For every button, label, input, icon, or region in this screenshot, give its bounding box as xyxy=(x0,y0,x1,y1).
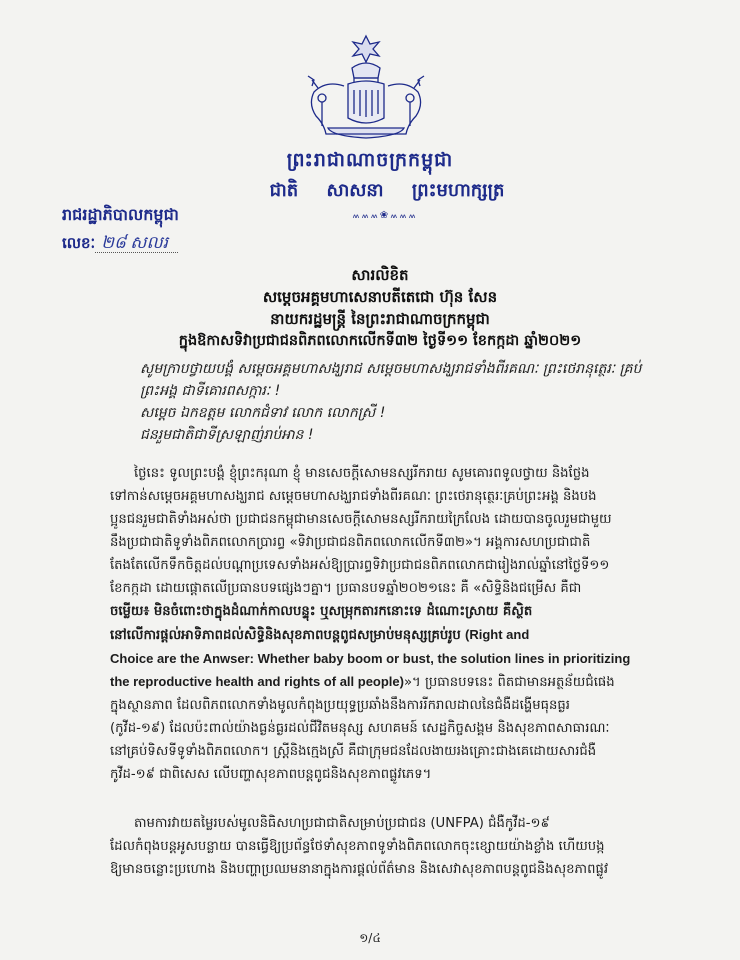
reference-number xyxy=(62,232,178,257)
body-line: ចម្លើយ៖ មិនចំពោះថាក្នុងដំណាក់កាលបន្ទុះ ឬសម្រុកតារកនោះទេ ដំណោះស្រាយ គឺស្ថិត xyxy=(110,604,533,619)
salutation-line: ព្រះអង្គ ជាទីគោរពសក្ការៈ ! xyxy=(140,383,281,399)
document-type-title: សារលិខិត xyxy=(351,266,409,284)
reference-value: ២៨ សលរ xyxy=(95,233,178,253)
body-line: កូវីដ-១៩ ជាពិសេស លើបញ្ហាសុខភាពបន្តពូជនិងសុខភាពផ្លូវភេទ។ xyxy=(110,767,432,782)
issuing-government: រាជរដ្ឋាភិបាលកម្ពុជា xyxy=(62,205,179,224)
body-line: នឹងប្រជាជាតិទូទាំងពិភពលោកប្រារព្ធ «ទិវាប្រជាជនពិភពលោកលើកទី៣២»។ អង្គការសហប្រជាជាតិ xyxy=(110,535,591,550)
body-line: ក្នុងស្ថានភាព ដែលពិភពលោកទាំងមូលកំពុងប្រយុទ្ធប្រឆាំងនឹងការរីករាលដាលនៃជំងឺដង្ហើមធុនធ្ងរ xyxy=(110,698,570,713)
author-position: នាយករដ្ឋមន្ត្រី នៃព្រះរាជាណាចក្រកម្ពុជា xyxy=(270,310,490,328)
reference-label: លេខៈ xyxy=(62,234,96,252)
salutation-line: សូមក្រាបថ្វាយបង្គំ សម្តេចអគ្គមហាសង្ឃរាជ សម្តេចមហាសង្ឃរាជទាំងពីរគណៈ ព្រះថេរានុត្ថេរៈ គ្រប់ xyxy=(140,361,642,377)
header-ornament: ៳៳៳❀៳៳៳ xyxy=(352,210,418,221)
body-line: ខែកក្កដា ដោយផ្តោតលើប្រធានបទផ្សេងៗគ្នា។ ប្រធានបទឆ្នាំ២០២១នេះ គឺ «សិទ្ធិនិងជម្រើស គឺជា xyxy=(110,581,582,596)
body-paragraph-2 xyxy=(110,812,720,881)
english-theme-text: the reproductive health and rights of all people) xyxy=(110,674,404,689)
page-number: ១/៤ xyxy=(359,931,381,945)
kingdom-name: ព្រះរាជាណាចក្រកម្ពុជា xyxy=(286,149,454,171)
body-line: ឱ្យមានចន្លោះប្រហោង និងបញ្ហាប្រឈមនានាក្នុងការផ្តល់ព័ត៌មាន និងសេវាសុខភាពបន្តពូជនិងសុខភាពផ្លូវ xyxy=(110,862,609,877)
royal-coat-of-arms-emblem xyxy=(298,32,434,144)
body-line: ដែលកំពុងបន្តអូសបន្លាយ បានធ្វើឱ្យប្រព័ន្ធថែទាំសុខភាពទូទាំងពិភពលោកចុះខ្សោយយ៉ាងខ្លាំង ហើយបង្ក xyxy=(110,839,605,854)
english-theme-text: Choice are the Anwser: Whether baby boom or bust, the solution lines in prioritizing xyxy=(110,651,631,666)
body-line: នៅគ្រប់ទិសទីទូទាំងពិភពលោក។ ស្ត្រីនិងក្មេងស្រី គឺជាក្រុមជនដែលងាយរងគ្រោះជាងគេដោយសារជំងឺ xyxy=(110,744,597,759)
body-line: តែងតែលើកទឹកចិត្តដល់បណ្តាប្រទេសទាំងអស់ឱ្យប្រារព្ធទិវាប្រជាជនពិភពលោកជារៀងរាល់ឆ្នាំនៅថ្ងៃទី១១ xyxy=(110,558,610,573)
english-theme-text: (Right and xyxy=(465,627,530,642)
salutation xyxy=(140,358,700,446)
body-paragraph-1 xyxy=(110,462,720,786)
body-line: តាមការវាយតម្លៃរបស់មូលនិធិសហប្រជាជាតិសម្រាប់ប្រជាជន (UNFPA) ជំងឺកូវីដ-១៩ xyxy=(134,816,550,831)
national-motto: ជាតិ សាសនា ព្រះមហាក្សត្រ xyxy=(269,180,505,201)
body-line: ប្អូនជនរួមជាតិទាំងអស់ថា ប្រជាជនកម្ពុជាមានសេចក្តីសោមនស្សរីករាយក្រៃលែង ដោយបានចូលរួមជាមួយ xyxy=(110,512,612,527)
body-line: »។ ប្រធានបទនេះ ពិតជាមានអត្ថន័យជំផេង xyxy=(403,675,615,690)
body-line: ថ្ងៃនេះ ទូលព្រះបង្គំ ខ្ញុំព្រះករុណា ខ្ញុំ មានសេចក្តីសោមនស្សរីករាយ សូមគោរពទូលថ្វាយ និងថ្លែង xyxy=(134,466,590,481)
salutation-line: ជនរួមជាតិជាទីស្រឡាញ់រាប់អាន ! xyxy=(140,427,314,443)
salutation-line: សម្តេច ឯកឧត្តម លោកជំទាវ លោក លោកស្រី ! xyxy=(140,405,386,421)
author-title: សម្តេចអគ្គមហាសេនាបតីតេជោ ហ៊ុន សែន xyxy=(262,288,498,306)
body-line: (កូវីដ-១៩) ដែលប៉ះពាល់យ៉ាងធ្ងន់ធ្ងរដល់ជីវិតមនុស្ស សហគមន៍ សេដ្ឋកិច្ចសង្គម និងសុខភាពសាធារណៈ xyxy=(110,721,610,736)
body-line: នៅលើការផ្តល់អាទិភាពដល់សិទ្ធិនិងសុខភាពបន្តពូជសម្រាប់មនុស្សគ្រប់រូប xyxy=(110,628,461,643)
occasion-title: ក្នុងឱកាសទិវាប្រជាជនពិភពលោកលើកទី៣២ ថ្ងៃទី១១ ខែកក្កដា ឆ្នាំ២០២១ xyxy=(178,333,582,349)
body-line: ទៅកាន់សម្តេចអគ្គមហាសង្ឃរាជ សម្តេចមហាសង្ឃរាជទាំងពីរគណៈ ព្រះថេរានុត្ថេរៈគ្រប់ព្រះអង្គ និងបង xyxy=(110,489,597,504)
